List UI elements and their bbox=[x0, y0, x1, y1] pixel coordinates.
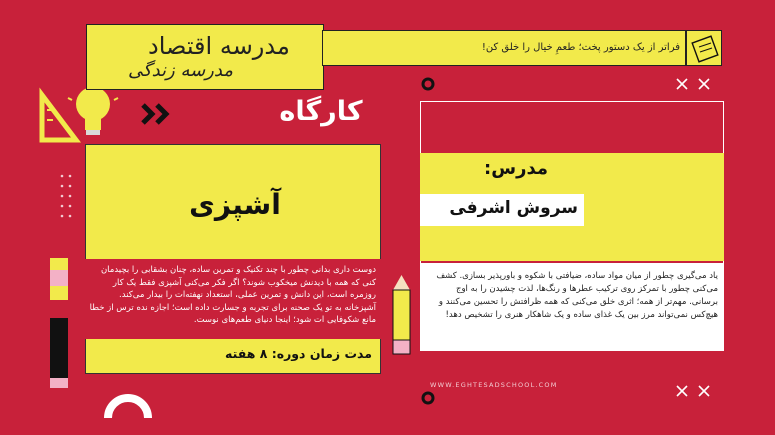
teacher-description: یاد می‌گیری چطور از میان مواد ساده، ضیافتی با شکوه و باورپذیر بسازی. کشف می‌کنی چطور با تمرکز روی ترکیب عطرها و رنگ‌ها، لذت چشیدن را به اوج برسانی. مهم‌تر از همه؛ اثری خلق می‌کنی که همه ظرافتش را تحسین می‌کنند و هیچ‌کس نمی‌تواند مرز بین یک غذای ساده و یک شاهکار هنری را تشخیص دهد! bbox=[436, 271, 718, 320]
course-duration: مدت زمان دوره: ۸ هفته bbox=[225, 346, 372, 361]
teacher-name: سروش اشرفی bbox=[449, 198, 578, 218]
triangle-ruler-icon bbox=[42, 95, 76, 140]
notebook-glyph bbox=[687, 31, 723, 67]
workshop-heading: کارگاه bbox=[279, 96, 363, 127]
double-chevron-icon bbox=[143, 105, 166, 123]
website-link[interactable]: WWW.EGHTESADSCHOOL.COM bbox=[430, 381, 558, 389]
pencil-icon bbox=[50, 258, 68, 388]
dot-grid bbox=[61, 175, 72, 218]
circle-decoration bbox=[423, 79, 433, 89]
top-banner-text: فراتر از یک دستور پخت؛ طعمِ خیال را خلق کن! bbox=[481, 42, 680, 53]
logo-title: مدرسه اقتصاد bbox=[148, 32, 290, 60]
half-circle-decoration bbox=[108, 398, 148, 418]
logo-subtitle: مدرسه زندگی bbox=[128, 60, 233, 81]
course-description: دوست داری بدانی چطور با چند تکنیک و تمرین ساده، چنان بشقابی را بچیدمان کنی که همه با دیدنش میخکوب شوند؟ اگر فکر می‌کنی آشپزی فقط یک کار روزمره است، این دانش و تمرین عملی، استعداد نهفته‌ات را بیدار می‌کند. آشپزخانه به تو یک صحنه برای تجربه و جسارت داده است؛ اجازه نده ترس از خطا مانع شکوفایی ات شود؛ اینجا دنیای طعم‌های نوست. bbox=[89, 265, 376, 326]
notebook-icon bbox=[686, 30, 722, 66]
circle-decoration bbox=[423, 393, 433, 403]
pencil-icon bbox=[393, 275, 410, 354]
teacher-label: مدرس: bbox=[484, 158, 548, 179]
course-name: آشپزی bbox=[189, 188, 281, 221]
